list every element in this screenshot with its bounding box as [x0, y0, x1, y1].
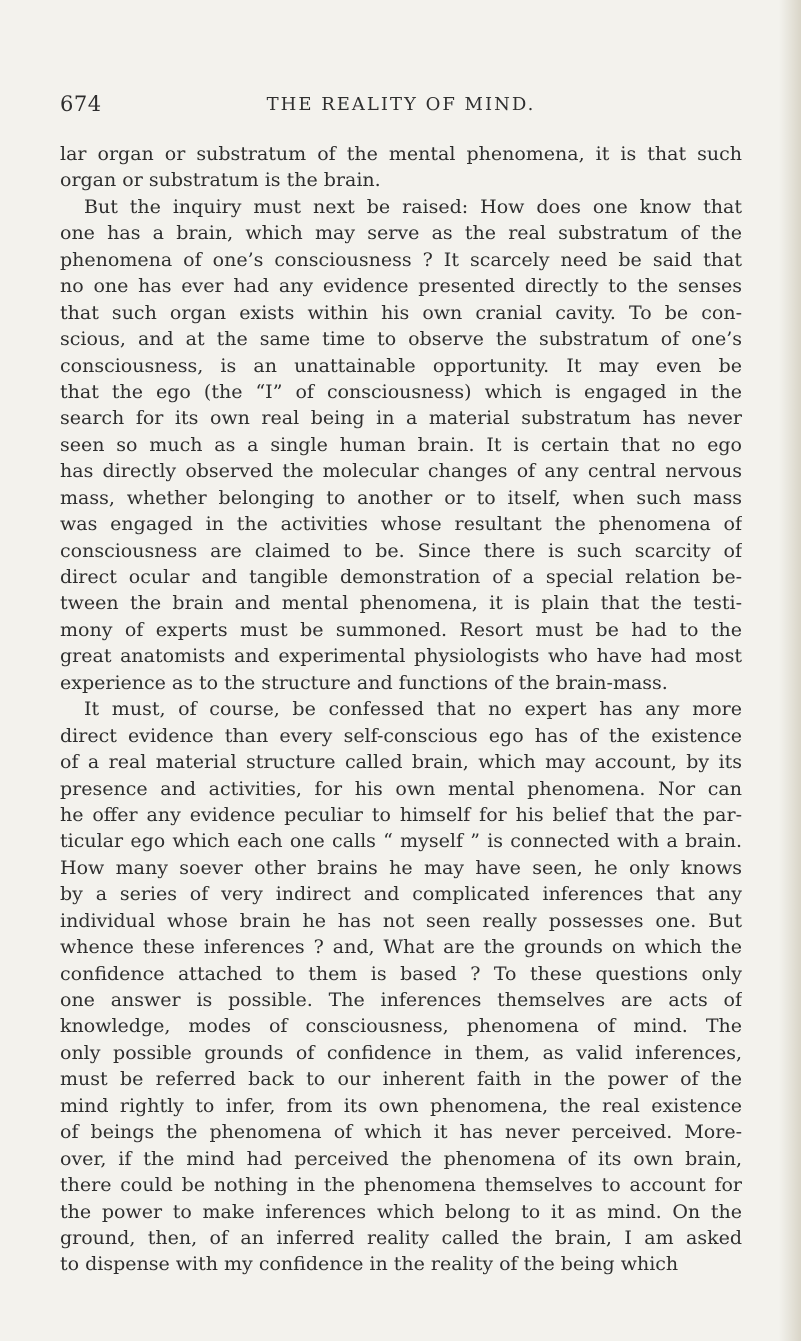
page-number: 674	[60, 92, 102, 116]
text-line: one answer is possible. The inferences themselves are acts of	[60, 989, 742, 1011]
text-line: of beings the phenomena of which it has never perceived. More-	[60, 1121, 742, 1144]
text-line: consciousness, is an unattainable opportunity. It may even be	[60, 354, 742, 377]
text-line: that the ego (the “I” of consciousness) which is engaged in the	[60, 380, 742, 403]
text-line: by a series of very indirect and complicated inferences that any	[60, 883, 742, 906]
text-line: that such organ exists within his own cranial cavity. To be con-	[60, 301, 742, 324]
text-line: organ or substratum is the brain.	[60, 169, 381, 192]
text-line: tween the brain and mental phenomena, it is plain that the testi-	[60, 592, 742, 615]
text-line: But the inquiry must next be raised: How does one know that	[84, 195, 742, 218]
running-head	[60, 92, 742, 116]
text-line: to dispense with my confidence in the reality of the being which	[60, 1253, 679, 1276]
text-line: must be referred back to our inherent faith in the power of the	[60, 1068, 742, 1091]
text-line: presence and activities, for his own mental phenomena. Nor can	[60, 777, 742, 800]
text-line: scious, and at the same time to observe the substratum of one’s	[60, 328, 742, 351]
text-line: the power to make inferences which belong to it as mind. On the	[60, 1200, 742, 1223]
text-line: of a real material structure called brain, which may account, by its	[60, 751, 742, 774]
text-line: consciousness are claimed to be. Since there is such scarcity of	[60, 539, 742, 562]
text-line: seen so much as a single human brain. It is certain that no ego	[60, 433, 742, 456]
text-line: phenomena of one’s consciousness ? It scarcely need be said that	[60, 248, 742, 271]
text-line: direct evidence than every self-conscious ego has of the existence	[60, 724, 742, 747]
text-line: mony of experts must be summoned. Resort must be had to the	[60, 618, 742, 641]
text-line: direct ocular and tangible demonstration of a special relation be-	[60, 566, 742, 588]
text-line: individual whose brain he has not seen really possesses one. But	[60, 909, 742, 932]
running-title: THE REALITY OF MIND.	[266, 94, 536, 115]
text-line: over, if the mind had perceived the phenomena of its own brain,	[60, 1147, 742, 1170]
text-line: How many soever other brains he may have seen, he only knows	[60, 856, 742, 879]
text-line: only possible grounds of confidence in them, as valid inferences,	[60, 1041, 742, 1064]
text-line: confidence attached to them is based ? To these questions only	[60, 962, 742, 985]
text-line: search for its own real being in a material substratum has never	[60, 407, 742, 430]
text-line: mind rightly to infer, from its own phenomena, the real existence	[60, 1094, 742, 1117]
text-line: he offer any evidence peculiar to himself for his belief that the par-	[60, 803, 742, 826]
text-line: was engaged in the activities whose resultant the phenomena of	[60, 513, 742, 536]
text-line: no one has ever had any evidence presented directly to the senses	[60, 275, 742, 298]
body-text	[60, 141, 742, 1278]
text-line: ticular ego which each one calls “ myself ” is connected with a brain.	[60, 830, 742, 853]
text-line: there could be nothing in the phenomena themselves to account for	[60, 1174, 742, 1197]
text-line: It must, of course, be confessed that no expert has any more	[84, 698, 742, 721]
text-line: whence these inferences ? and, What are the grounds on which the	[60, 936, 742, 959]
text-line: knowledge, modes of consciousness, phenomena of mind. The	[60, 1015, 742, 1038]
text-line: one has a brain, which may serve as the real substratum of the	[60, 222, 742, 245]
text-line: has directly observed the molecular changes of any central nervous	[60, 460, 742, 483]
text-line: lar organ or substratum of the mental phenomena, it is that such	[60, 143, 742, 165]
page-edge-shadow	[779, 0, 801, 1341]
text-line: ground, then, of an inferred reality called the brain, I am asked	[60, 1226, 742, 1249]
text-line: experience as to the structure and functions of the brain-mass.	[60, 671, 668, 694]
text-line: mass, whether belonging to another or to itself, when such mass	[60, 486, 742, 509]
text-line: great anatomists and experimental physiologists who have had most	[60, 645, 742, 668]
